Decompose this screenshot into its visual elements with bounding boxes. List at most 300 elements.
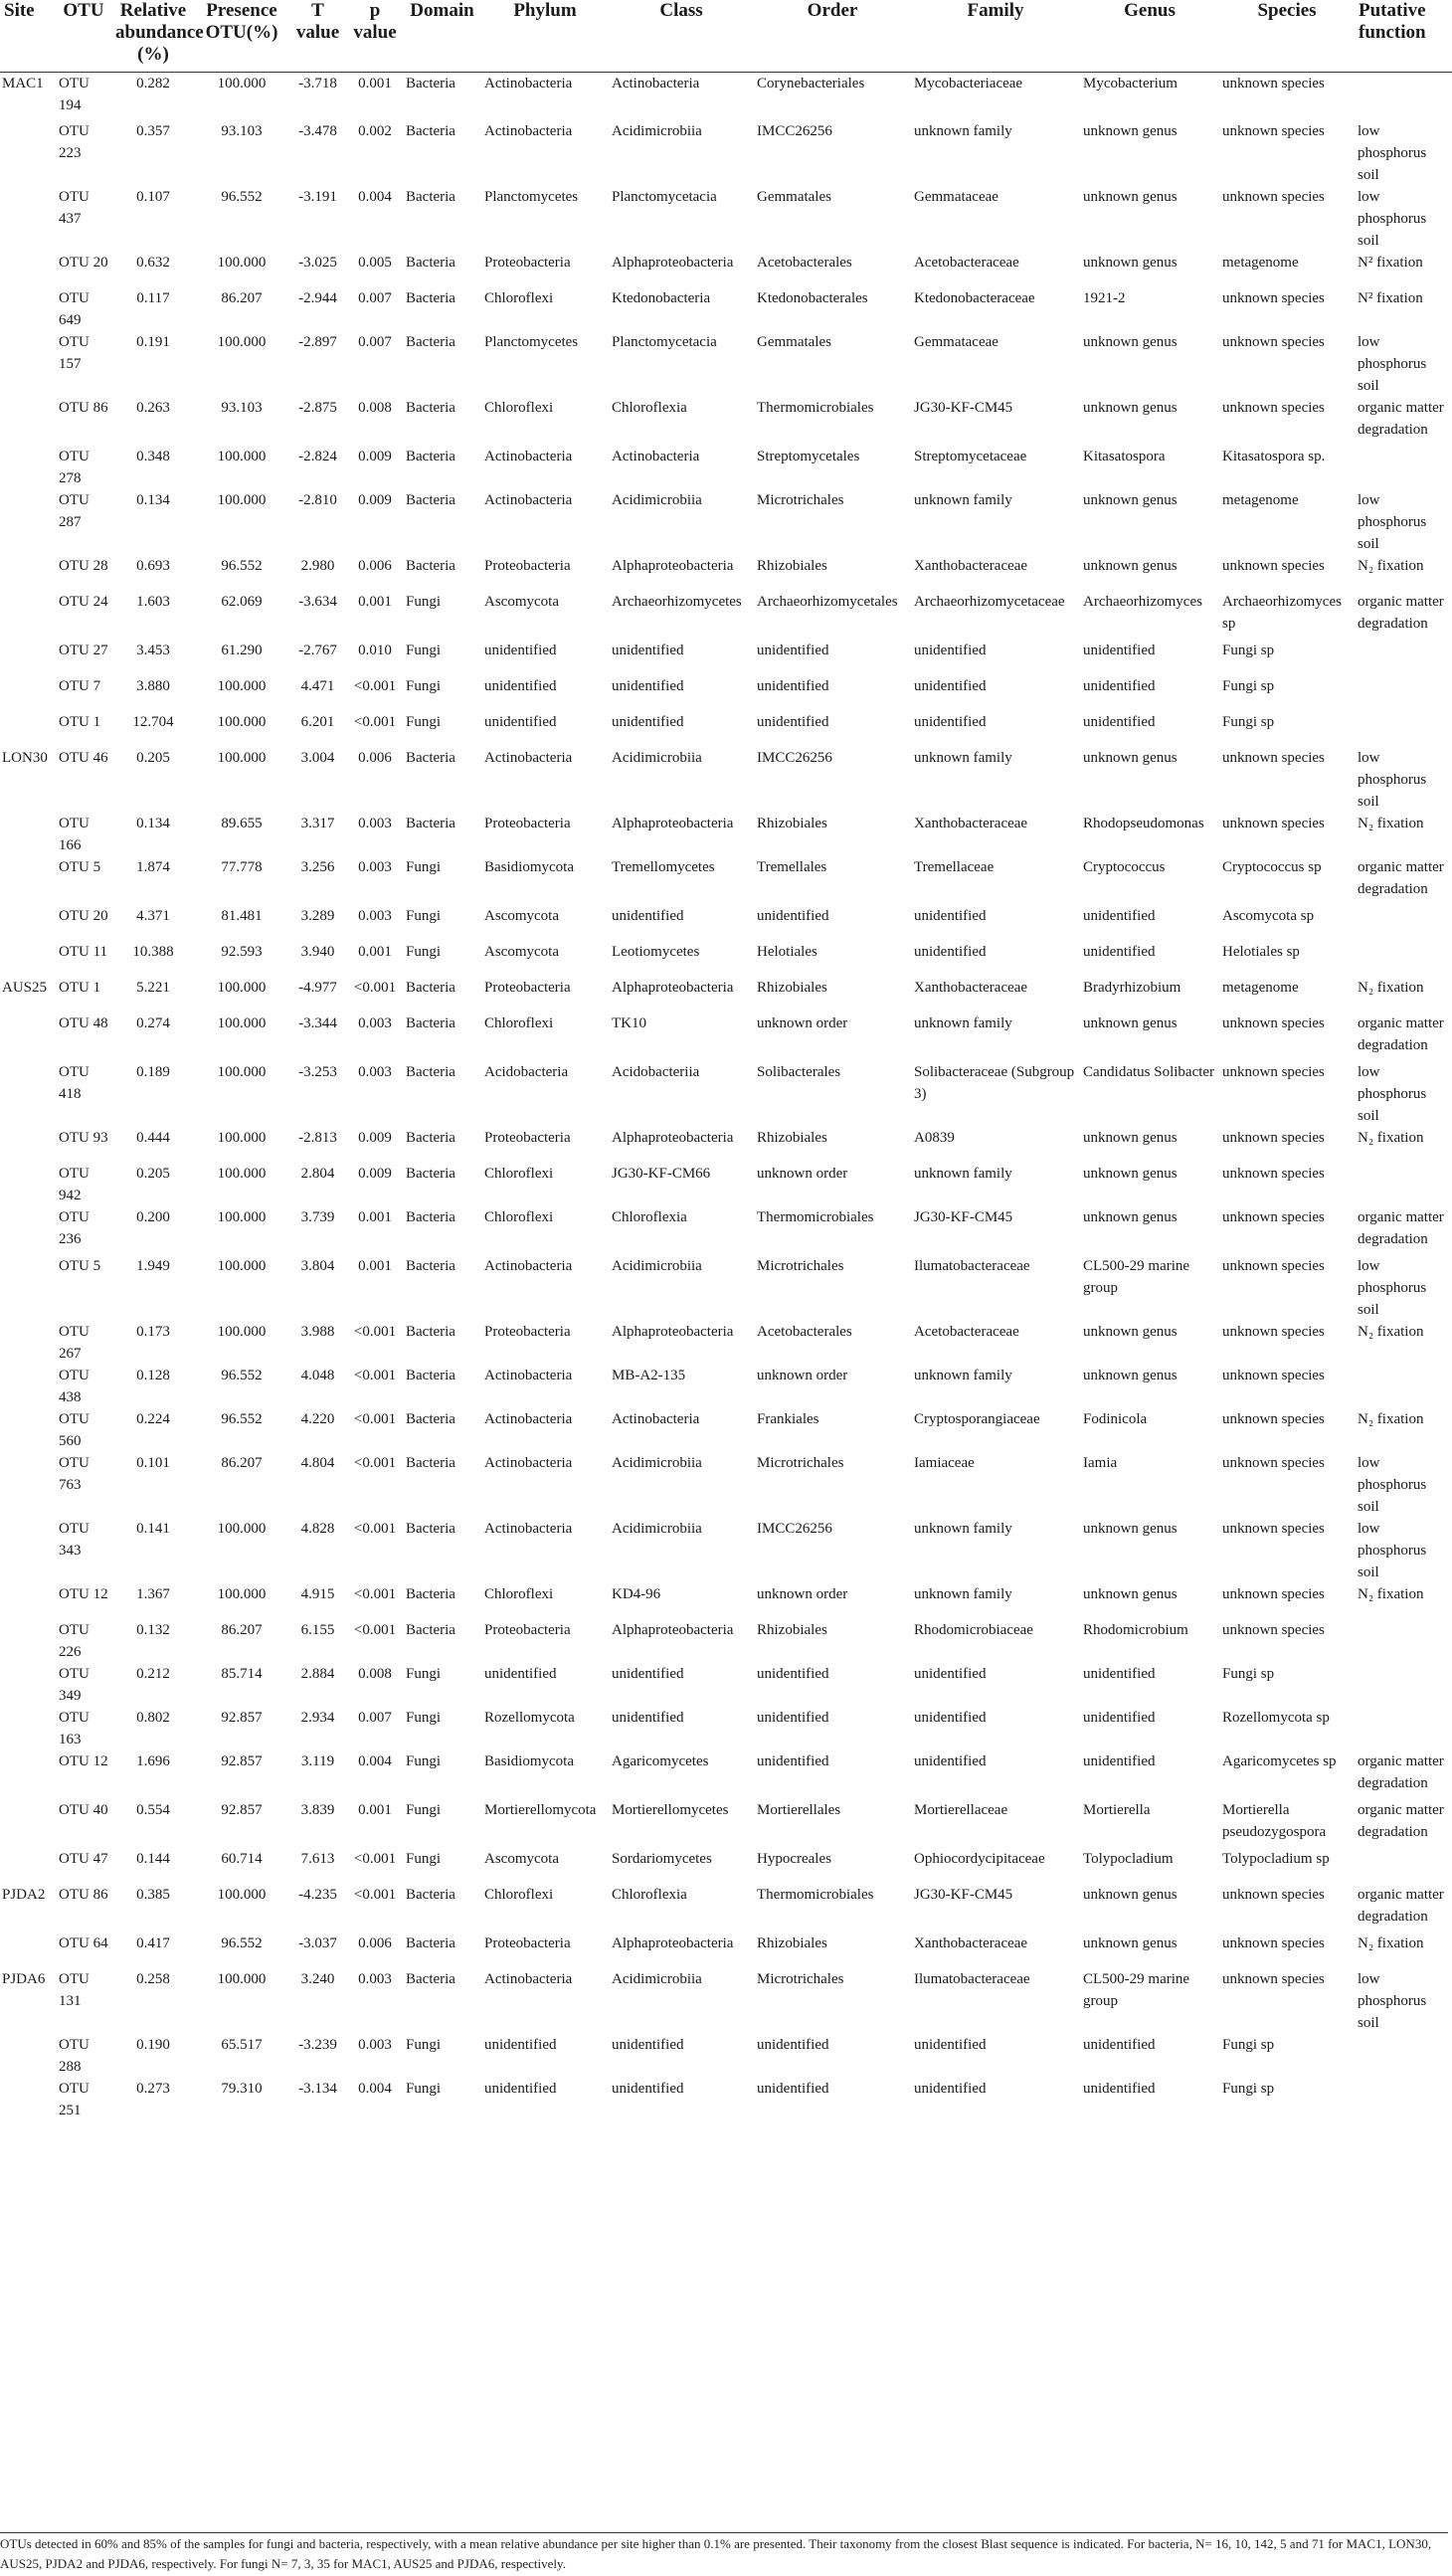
site-cell bbox=[0, 1127, 56, 1163]
table-cell: 0.417 bbox=[136, 1934, 170, 1951]
site-cell: LON30 bbox=[2, 749, 48, 766]
table-cell: 60.714 bbox=[221, 1850, 263, 1867]
table-cell: unknown genus bbox=[1083, 399, 1178, 416]
table-cell: N₂ fixation bbox=[1358, 1934, 1424, 1951]
table-cell: Rhizobiales bbox=[757, 815, 827, 831]
column-header: T value bbox=[288, 0, 347, 73]
table-cell: Acidimicrobiia bbox=[612, 1970, 702, 1987]
table-cell: 0.002 bbox=[358, 122, 392, 139]
table-cell: Chloroflexi bbox=[484, 1208, 554, 1225]
table-cell: unknown genus bbox=[1083, 122, 1178, 139]
table-cell: unknown species bbox=[1222, 557, 1325, 574]
table-cell: 6.155 bbox=[300, 1621, 335, 1638]
table-cell: 1.949 bbox=[136, 1257, 170, 1274]
site-cell bbox=[0, 186, 56, 252]
table-cell: 0.009 bbox=[358, 1129, 392, 1146]
table-cell: <0.001 bbox=[353, 1410, 397, 1427]
table-cell: unknown species bbox=[1222, 289, 1325, 306]
table-cell: Acidimicrobiia bbox=[612, 1257, 702, 1274]
table-row bbox=[0, 813, 1452, 856]
table-cell: OTU 438 bbox=[59, 1367, 90, 1405]
table-row bbox=[0, 941, 1452, 977]
table-cell: unidentified bbox=[612, 713, 684, 730]
table-row bbox=[0, 186, 1452, 252]
table-cell: -3.025 bbox=[298, 254, 337, 271]
site-cell: MAC1 bbox=[2, 76, 44, 92]
table-cell: OTU 251 bbox=[59, 2080, 90, 2118]
table-cell: organic matter degradation bbox=[1358, 1014, 1444, 1053]
table-cell: 0.273 bbox=[136, 2080, 170, 2097]
table-cell: Mortierellaceae bbox=[914, 1801, 1008, 1818]
table-cell bbox=[1355, 1619, 1452, 1663]
site-cell bbox=[0, 1663, 56, 1707]
table-cell: unknown species bbox=[1222, 188, 1325, 205]
site-cell bbox=[0, 856, 56, 905]
table-cell: Mortierella pseudozygospora bbox=[1222, 1801, 1327, 1840]
table-cell: organic matter degradation bbox=[1358, 593, 1444, 632]
table-body bbox=[0, 73, 1452, 2121]
table-cell: Acidimicrobiia bbox=[612, 491, 702, 508]
table-cell: Alphaproteobacteria bbox=[612, 557, 734, 574]
table-cell bbox=[1355, 1663, 1452, 1707]
table-cell: JG30-KF-CM45 bbox=[914, 399, 1013, 416]
table-cell: Basidiomycota bbox=[484, 858, 574, 875]
table-cell: OTU 560 bbox=[59, 1410, 90, 1449]
table-cell: 0.554 bbox=[136, 1801, 170, 1818]
table-cell: Bacteria bbox=[406, 1410, 455, 1427]
table-cell: -3.134 bbox=[298, 2080, 337, 2097]
table-cell: Alphaproteobacteria bbox=[612, 1129, 734, 1146]
table-cell: 100.000 bbox=[217, 677, 267, 694]
table-cell: 0.357 bbox=[136, 122, 170, 139]
table-cell: 0.282 bbox=[136, 76, 170, 92]
table-cell: -3.634 bbox=[298, 593, 337, 610]
table-cell: unidentified bbox=[1083, 642, 1156, 658]
table-cell: OTU 763 bbox=[59, 1454, 90, 1493]
table-cell: unknown species bbox=[1222, 1585, 1325, 1602]
site-cell bbox=[0, 1408, 56, 1452]
table-cell: unknown order bbox=[757, 1585, 848, 1602]
table-cell: Ascomycota bbox=[484, 1850, 559, 1867]
table-cell: unknown family bbox=[914, 491, 1012, 508]
table-cell: Actinobacteria bbox=[484, 1367, 573, 1383]
table-cell: 4.371 bbox=[136, 907, 170, 924]
table-row bbox=[0, 1663, 1452, 1707]
table-cell: 0.006 bbox=[358, 749, 392, 766]
table-cell: Alphaproteobacteria bbox=[612, 1621, 734, 1638]
table-cell: unknown species bbox=[1222, 1454, 1325, 1471]
site-cell bbox=[0, 1932, 56, 1968]
table-cell: 0.001 bbox=[358, 593, 392, 610]
table-cell: Tolypocladium bbox=[1083, 1850, 1174, 1867]
table-cell: N₂ fixation bbox=[1358, 557, 1424, 574]
table-cell: unidentified bbox=[757, 1709, 829, 1726]
table-cell: 100.000 bbox=[217, 254, 267, 271]
table-cell: Fungi bbox=[406, 943, 442, 960]
table-cell: 6.201 bbox=[300, 713, 335, 730]
table-cell: Kitasatospora bbox=[1083, 448, 1166, 464]
table-cell: 0.141 bbox=[136, 1520, 170, 1537]
table-cell: unknown genus bbox=[1083, 1208, 1178, 1225]
site-cell bbox=[0, 2034, 56, 2078]
site-cell bbox=[0, 1206, 56, 1255]
table-cell: 4.471 bbox=[300, 677, 335, 694]
table-cell: -4.235 bbox=[298, 1886, 337, 1903]
table-cell: low phosphorus soil bbox=[1358, 1520, 1427, 1580]
site-cell bbox=[0, 1365, 56, 1408]
table-cell: N₂ fixation bbox=[1358, 1410, 1424, 1427]
site-cell bbox=[0, 591, 56, 640]
site-cell bbox=[0, 1518, 56, 1583]
table-cell: Bacteria bbox=[406, 254, 455, 271]
table-row bbox=[0, 747, 1452, 813]
table-cell: 81.481 bbox=[221, 907, 263, 924]
table-cell: -3.718 bbox=[298, 76, 337, 92]
site-cell bbox=[0, 1848, 56, 1884]
site-cell bbox=[0, 640, 56, 675]
table-cell: 1921-2 bbox=[1083, 289, 1126, 306]
table-cell: -3.191 bbox=[298, 188, 337, 205]
table-cell: OTU 27 bbox=[59, 642, 108, 658]
table-cell: Bacteria bbox=[406, 749, 455, 766]
table-cell: Archaeorhizomyces sp bbox=[1222, 593, 1342, 632]
table-cell: unknown species bbox=[1222, 749, 1325, 766]
table-cell: unidentified bbox=[484, 677, 557, 694]
table-cell: unidentified bbox=[1083, 2036, 1156, 2053]
table-cell bbox=[1355, 905, 1452, 941]
table-cell: 3.240 bbox=[300, 1970, 335, 1987]
header-row bbox=[0, 0, 1452, 73]
table-cell: 0.001 bbox=[358, 76, 392, 92]
table-cell: unidentified bbox=[914, 943, 987, 960]
table-cell: Acetobacteraceae bbox=[914, 254, 1019, 271]
table-cell: Proteobacteria bbox=[484, 979, 571, 996]
table-cell: Chloroflexia bbox=[612, 1886, 687, 1903]
table-cell: CL500-29 marine group bbox=[1083, 1257, 1190, 1296]
table-cell: Proteobacteria bbox=[484, 1129, 571, 1146]
table-cell: 100.000 bbox=[217, 333, 267, 350]
table-cell: Acetobacterales bbox=[757, 254, 852, 271]
table-cell: Acidimicrobiia bbox=[612, 749, 702, 766]
table-cell: unknown species bbox=[1222, 1621, 1325, 1638]
table-row bbox=[0, 591, 1452, 640]
table-cell: 10.388 bbox=[132, 943, 174, 960]
table-cell: Solibacteraceae (Subgroup 3) bbox=[914, 1063, 1075, 1102]
table-cell: -3.253 bbox=[298, 1063, 337, 1080]
table-cell: unidentified bbox=[757, 907, 829, 924]
table-cell: OTU 288 bbox=[59, 2036, 90, 2075]
table-cell: Actinobacteria bbox=[484, 749, 573, 766]
table-cell: Fodinicola bbox=[1083, 1410, 1148, 1427]
table-cell: 85.714 bbox=[221, 1665, 263, 1682]
column-header: Phylum bbox=[481, 0, 609, 73]
site-cell bbox=[0, 1583, 56, 1619]
table-cell: unknown order bbox=[757, 1367, 848, 1383]
table-cell: Archaeorhizomycetes bbox=[612, 593, 742, 610]
table-cell: OTU 48 bbox=[59, 1014, 108, 1031]
table-cell: unknown species bbox=[1222, 1257, 1325, 1274]
table-cell: 96.552 bbox=[221, 188, 263, 205]
site-cell bbox=[0, 941, 56, 977]
table-cell: Ascomycota bbox=[484, 907, 559, 924]
table-cell: Rhizobiales bbox=[757, 557, 827, 574]
table-cell: A0839 bbox=[914, 1129, 955, 1146]
table-cell bbox=[1355, 640, 1452, 675]
table-cell: Tremellales bbox=[757, 858, 827, 875]
table-cell: Frankiales bbox=[757, 1410, 819, 1427]
table-cell: Alphaproteobacteria bbox=[612, 815, 734, 831]
table-cell: unknown genus bbox=[1083, 1367, 1178, 1383]
table-cell: Rhizobiales bbox=[757, 1129, 827, 1146]
table-cell: unidentified bbox=[914, 2036, 987, 2053]
site-cell bbox=[0, 1799, 56, 1848]
table-cell: low phosphorus soil bbox=[1358, 188, 1427, 249]
table-cell: OTU 11 bbox=[59, 943, 108, 960]
table-cell: -3.478 bbox=[298, 122, 337, 139]
table-cell: Chloroflexi bbox=[484, 1014, 554, 1031]
table-cell: 100.000 bbox=[217, 1323, 267, 1340]
table-cell: 86.207 bbox=[221, 1454, 263, 1471]
table-cell: 3.004 bbox=[300, 749, 335, 766]
table-cell: <0.001 bbox=[353, 1621, 397, 1638]
table-cell: Bacteria bbox=[406, 1520, 455, 1537]
table-cell: 100.000 bbox=[217, 979, 267, 996]
table-cell: unknown species bbox=[1222, 1063, 1325, 1080]
table-cell: low phosphorus soil bbox=[1358, 1063, 1427, 1124]
table-cell: JG30-KF-CM66 bbox=[612, 1165, 711, 1182]
site-cell: PJDA2 bbox=[2, 1886, 46, 1903]
table-cell: metagenome bbox=[1222, 979, 1299, 996]
table-cell: Fungi sp bbox=[1222, 2036, 1275, 2053]
table-cell: low phosphorus soil bbox=[1358, 1970, 1427, 2031]
table-cell: 2.934 bbox=[300, 1709, 335, 1726]
table-cell: 0.101 bbox=[136, 1454, 170, 1471]
table-cell: unidentified bbox=[484, 2080, 557, 2097]
table-cell: Fungi sp bbox=[1222, 713, 1275, 730]
table-cell: Fungi sp bbox=[1222, 677, 1275, 694]
table-cell: unidentified bbox=[1083, 677, 1156, 694]
table-cell: OTU 343 bbox=[59, 1520, 90, 1559]
table-cell: 0.134 bbox=[136, 491, 170, 508]
table-cell: TK10 bbox=[612, 1014, 646, 1031]
table-cell: 0.348 bbox=[136, 448, 170, 464]
column-header: Class bbox=[609, 0, 754, 73]
table-cell: Acidimicrobiia bbox=[612, 122, 702, 139]
table-cell bbox=[1355, 2078, 1452, 2121]
table-cell: 3.940 bbox=[300, 943, 335, 960]
table-cell: Proteobacteria bbox=[484, 1934, 571, 1951]
table-cell: metagenome bbox=[1222, 491, 1299, 508]
table-cell: 65.517 bbox=[221, 2036, 263, 2053]
column-header: Family bbox=[911, 0, 1080, 73]
table-cell: 2.884 bbox=[300, 1665, 335, 1682]
table-cell: 0.144 bbox=[136, 1850, 170, 1867]
table-cell: Acetobacteraceae bbox=[914, 1323, 1019, 1340]
table-cell bbox=[1355, 1707, 1452, 1750]
table-cell: Fungi bbox=[406, 713, 442, 730]
table-cell: Hypocreales bbox=[757, 1850, 831, 1867]
table-cell: OTU 267 bbox=[59, 1323, 90, 1362]
table-cell: 0.008 bbox=[358, 399, 392, 416]
table-row bbox=[0, 2078, 1452, 2121]
table-cell: Mortierellomycetes bbox=[612, 1801, 729, 1818]
table-cell: Bacteria bbox=[406, 815, 455, 831]
table-cell: 96.552 bbox=[221, 1367, 263, 1383]
table-cell: Planctomycetacia bbox=[612, 333, 717, 350]
table-cell: unknown order bbox=[757, 1165, 848, 1182]
table-cell: unknown family bbox=[914, 122, 1012, 139]
table-cell: Thermomicrobiales bbox=[757, 1208, 874, 1225]
table-cell: Corynebacteriales bbox=[757, 76, 865, 92]
table-cell: Acidobacteria bbox=[484, 1063, 569, 1080]
table-cell: 0.003 bbox=[358, 858, 392, 875]
table-cell: Ilumatobacteraceae bbox=[914, 1257, 1030, 1274]
table-cell: Actinobacteria bbox=[484, 76, 573, 92]
table-cell: OTU 5 bbox=[59, 1257, 101, 1274]
table-cell: 0.006 bbox=[358, 557, 392, 574]
table-cell: Iamiaceae bbox=[914, 1454, 975, 1471]
table-cell: Cryptosporangiaceae bbox=[914, 1410, 1040, 1427]
table-cell: Rhizobiales bbox=[757, 979, 827, 996]
table-cell bbox=[1355, 711, 1452, 747]
table-cell: 93.103 bbox=[221, 399, 263, 416]
table-cell: Xanthobacteraceae bbox=[914, 557, 1028, 574]
table-cell: unknown species bbox=[1222, 1934, 1325, 1951]
table-cell bbox=[1355, 2034, 1452, 2078]
table-cell: Rozellomycota sp bbox=[1222, 1709, 1330, 1726]
table-cell: unidentified bbox=[914, 1752, 987, 1769]
table-cell: Bacteria bbox=[406, 1165, 455, 1182]
table-cell: organic matter degradation bbox=[1358, 1752, 1444, 1791]
table-cell: 100.000 bbox=[217, 1257, 267, 1274]
table-cell: OTU 40 bbox=[59, 1801, 108, 1818]
table-cell: OTU 24 bbox=[59, 593, 108, 610]
table-cell: Acidobacteriia bbox=[612, 1063, 700, 1080]
table-cell: 0.117 bbox=[136, 289, 170, 306]
table-cell: OTU 12 bbox=[59, 1752, 108, 1769]
table-cell: 92.857 bbox=[221, 1752, 263, 1769]
table-cell: 1.603 bbox=[136, 593, 170, 610]
table-cell: 0.802 bbox=[136, 1709, 170, 1726]
table-cell: Fungi bbox=[406, 858, 442, 875]
table-cell: 0.009 bbox=[358, 491, 392, 508]
table-cell: KD4-96 bbox=[612, 1585, 661, 1602]
table-row bbox=[0, 1707, 1452, 1750]
table-cell: Bradyrhizobium bbox=[1083, 979, 1181, 996]
table-cell: unidentified bbox=[1083, 1709, 1156, 1726]
table-cell: Bacteria bbox=[406, 1934, 455, 1951]
site-cell bbox=[0, 1619, 56, 1663]
table-cell: Fungi bbox=[406, 1709, 442, 1726]
table-cell: CL500-29 marine group bbox=[1083, 1970, 1190, 2009]
table-cell: OTU 7 bbox=[59, 677, 101, 694]
table-cell: unidentified bbox=[914, 713, 987, 730]
table-cell: unidentified bbox=[914, 677, 987, 694]
table-cell: 0.004 bbox=[358, 1752, 392, 1769]
table-cell: Proteobacteria bbox=[484, 557, 571, 574]
table-cell: 0.003 bbox=[358, 1063, 392, 1080]
table-cell: 79.310 bbox=[221, 2080, 263, 2097]
table-cell: Actinobacteria bbox=[612, 76, 700, 92]
table-cell: Bacteria bbox=[406, 491, 455, 508]
table-cell: <0.001 bbox=[353, 1520, 397, 1537]
table-cell: unknown genus bbox=[1083, 1323, 1178, 1340]
table-cell: Actinobacteria bbox=[484, 122, 573, 139]
table-row bbox=[0, 73, 1452, 120]
table-cell: Bacteria bbox=[406, 1454, 455, 1471]
table-cell: unknown family bbox=[914, 1367, 1012, 1383]
table-cell: OTU 166 bbox=[59, 815, 90, 853]
table-row bbox=[0, 1884, 1452, 1932]
table-cell: Tremellaceae bbox=[914, 858, 995, 875]
table-cell: Alphaproteobacteria bbox=[612, 1323, 734, 1340]
site-cell bbox=[0, 711, 56, 747]
table-cell: 2.980 bbox=[300, 557, 335, 574]
column-header: Site bbox=[0, 0, 56, 73]
table-cell: unidentified bbox=[757, 642, 829, 658]
table-cell: OTU 194 bbox=[59, 76, 90, 113]
table-cell: 100.000 bbox=[217, 1165, 267, 1182]
table-cell: Ilumatobacteraceae bbox=[914, 1970, 1030, 1987]
table-cell: Thermomicrobiales bbox=[757, 399, 874, 416]
table-row bbox=[0, 1408, 1452, 1452]
table-cell: unidentified bbox=[1083, 1665, 1156, 1682]
table-cell: Streptomycetaceae bbox=[914, 448, 1027, 464]
table-cell: Fungi bbox=[406, 907, 442, 924]
table-cell: Rhodomicrobiaceae bbox=[914, 1621, 1033, 1638]
table-cell: OTU 278 bbox=[59, 448, 90, 486]
table-cell: <0.001 bbox=[353, 1850, 397, 1867]
table-cell: Gemmataceae bbox=[914, 188, 998, 205]
table-cell: 0.001 bbox=[358, 943, 392, 960]
table-cell: metagenome bbox=[1222, 254, 1299, 271]
table-cell: 0.010 bbox=[358, 642, 392, 658]
table-cell: 93.103 bbox=[221, 122, 263, 139]
table-cell: 0.003 bbox=[358, 815, 392, 831]
table-cell: Actinobacteria bbox=[612, 1410, 700, 1427]
table-cell: Chloroflexia bbox=[612, 399, 687, 416]
table-cell: unknown genus bbox=[1083, 557, 1178, 574]
table-cell: Proteobacteria bbox=[484, 815, 571, 831]
table-cell: -2.810 bbox=[298, 491, 337, 508]
column-header: Order bbox=[754, 0, 911, 73]
table-cell: <0.001 bbox=[353, 1585, 397, 1602]
table-cell: OTU 93 bbox=[59, 1129, 108, 1146]
table-cell: N₂ fixation bbox=[1358, 815, 1424, 831]
table-cell: 5.221 bbox=[136, 979, 170, 996]
site-cell bbox=[0, 397, 56, 446]
table-cell: 0.006 bbox=[358, 1934, 392, 1951]
table-row bbox=[0, 1518, 1452, 1583]
table-cell: Chloroflexi bbox=[484, 1585, 554, 1602]
table-cell: 4.828 bbox=[300, 1520, 335, 1537]
table-cell: 4.804 bbox=[300, 1454, 335, 1471]
column-header: Relative abundance (%) bbox=[111, 0, 195, 73]
table-cell: Bacteria bbox=[406, 1367, 455, 1383]
table-cell: 7.613 bbox=[300, 1850, 335, 1867]
site-cell bbox=[0, 905, 56, 941]
table-row bbox=[0, 287, 1452, 331]
table-cell: 0.001 bbox=[358, 1257, 392, 1274]
table-cell: 0.190 bbox=[136, 2036, 170, 2053]
table-cell: Mycobacterium bbox=[1083, 76, 1178, 92]
table-cell: unknown species bbox=[1222, 1410, 1325, 1427]
table-cell: Bacteria bbox=[406, 1621, 455, 1638]
table-cell: -3.037 bbox=[298, 1934, 337, 1951]
table-cell: organic matter degradation bbox=[1358, 399, 1444, 438]
table-cell: Basidiomycota bbox=[484, 1752, 574, 1769]
table-cell: Microtrichales bbox=[757, 1257, 844, 1274]
